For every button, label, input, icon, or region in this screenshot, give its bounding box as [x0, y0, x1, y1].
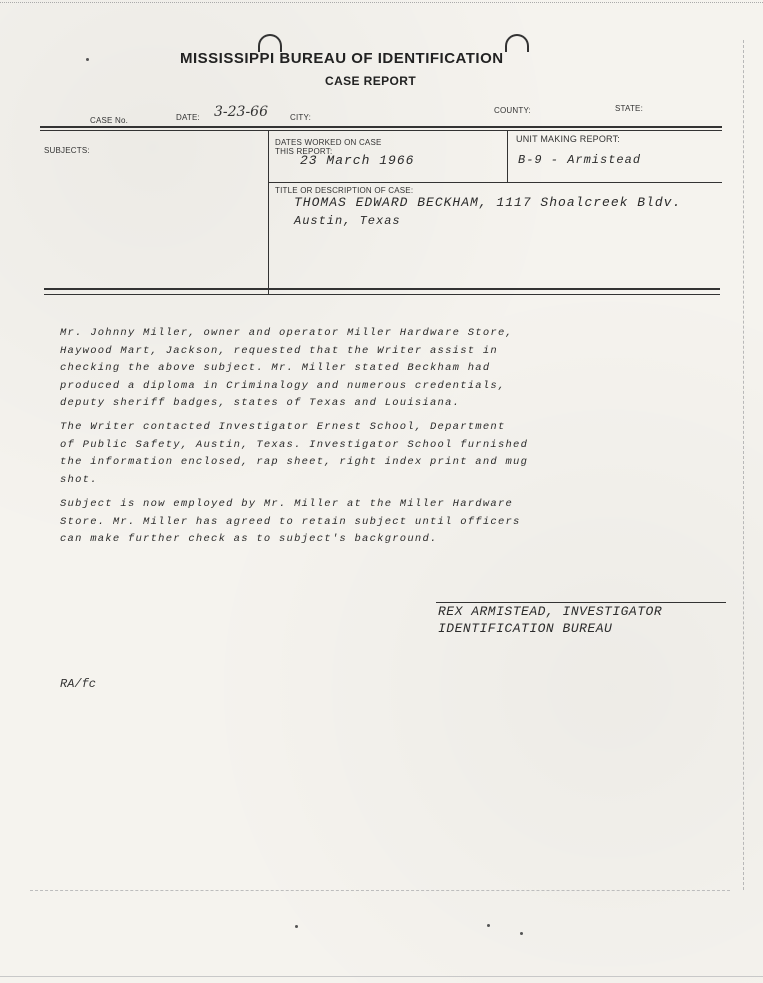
- paragraph-2: [60, 419, 700, 489]
- body-line: The Writer contacted Investigator Ernest School, Department: [60, 421, 506, 433]
- case-no-label: CASE No.: [90, 116, 129, 125]
- subjects-divider: [268, 130, 269, 294]
- body-line: Haywood Mart, Jackson, requested that the Writer assist in: [60, 344, 498, 357]
- unit-divider: [507, 130, 508, 182]
- bottom-edge-line: [30, 890, 730, 891]
- county-label: COUNTY:: [494, 106, 531, 115]
- title-box-rule: [268, 182, 722, 183]
- signature-line: [436, 602, 726, 603]
- typist-initials: RA/fc: [60, 677, 97, 691]
- signature-bureau: IDENTIFICATION BUREAU: [438, 621, 613, 636]
- case-title-label: TITLE OR DESCRIPTION OF CASE:: [275, 186, 414, 195]
- paragraph-3: [60, 496, 700, 549]
- scan-speck: [487, 924, 490, 927]
- body-line: can make further check as to subject's background.: [60, 533, 438, 545]
- body-line: produced a diploma in Criminalogy and numerous credentials,: [60, 379, 506, 392]
- page-bottom-border: [0, 976, 763, 977]
- right-edge-line: [743, 40, 745, 890]
- dates-worked-value: 23 March 1966: [300, 153, 415, 168]
- date-label: DATE:: [176, 113, 200, 122]
- body-line: checking the above subject. Mr. Miller stated Beckham had: [60, 362, 491, 374]
- body-line: shot.: [60, 473, 98, 486]
- city-label: CITY:: [290, 113, 312, 122]
- body-line: Mr. Johnny Miller, owner and operator Miller Hardware Store,: [60, 327, 514, 339]
- case-title-line-2: Austin, Texas: [294, 214, 401, 228]
- dates-worked-label: DATES WORKED ON CASE: [275, 138, 382, 147]
- form-bottom-rule-thin: [44, 294, 720, 295]
- body-line: deputy sheriff badges, states of Texas and Louisiana.: [60, 397, 461, 409]
- form-top-rule: [40, 126, 722, 128]
- this-report-label: THIS REPORT:: [275, 147, 333, 156]
- signature-name: REX ARMISTEAD, INVESTIGATOR: [438, 604, 663, 619]
- state-label: STATE:: [615, 104, 644, 113]
- body-line: Subject is now employed by Mr. Miller at the Miller Hardware: [60, 498, 514, 510]
- scan-speck: [520, 932, 523, 935]
- case-title-line-1: THOMAS EDWARD BECKHAM, 1117 Shoalcreek Bldv.: [294, 195, 682, 210]
- date-value: 3-23-66: [214, 104, 268, 120]
- paragraph-1: [60, 325, 700, 413]
- top-edge-dots: [0, 2, 763, 4]
- unit-label: UNIT MAKING REPORT:: [516, 134, 620, 144]
- subjects-label: SUBJECTS:: [44, 146, 90, 155]
- body-line: the information enclosed, rap sheet, right index print and mug: [60, 456, 529, 468]
- unit-value: B-9 - Armistead: [518, 153, 642, 167]
- body-line: Store. Mr. Miller has agreed to retain subject until officers: [60, 515, 521, 528]
- form-bottom-rule: [44, 288, 720, 290]
- form-top-rule-thin: [40, 130, 722, 131]
- report-subtitle: CASE REPORT: [325, 74, 417, 88]
- scan-speck: [86, 58, 89, 61]
- bureau-title: MISSISSIPPI BUREAU OF IDENTIFICATION: [180, 50, 504, 67]
- body-line: of Public Safety, Austin, Texas. Investigator School furnished: [60, 438, 529, 451]
- scan-speck: [295, 925, 298, 928]
